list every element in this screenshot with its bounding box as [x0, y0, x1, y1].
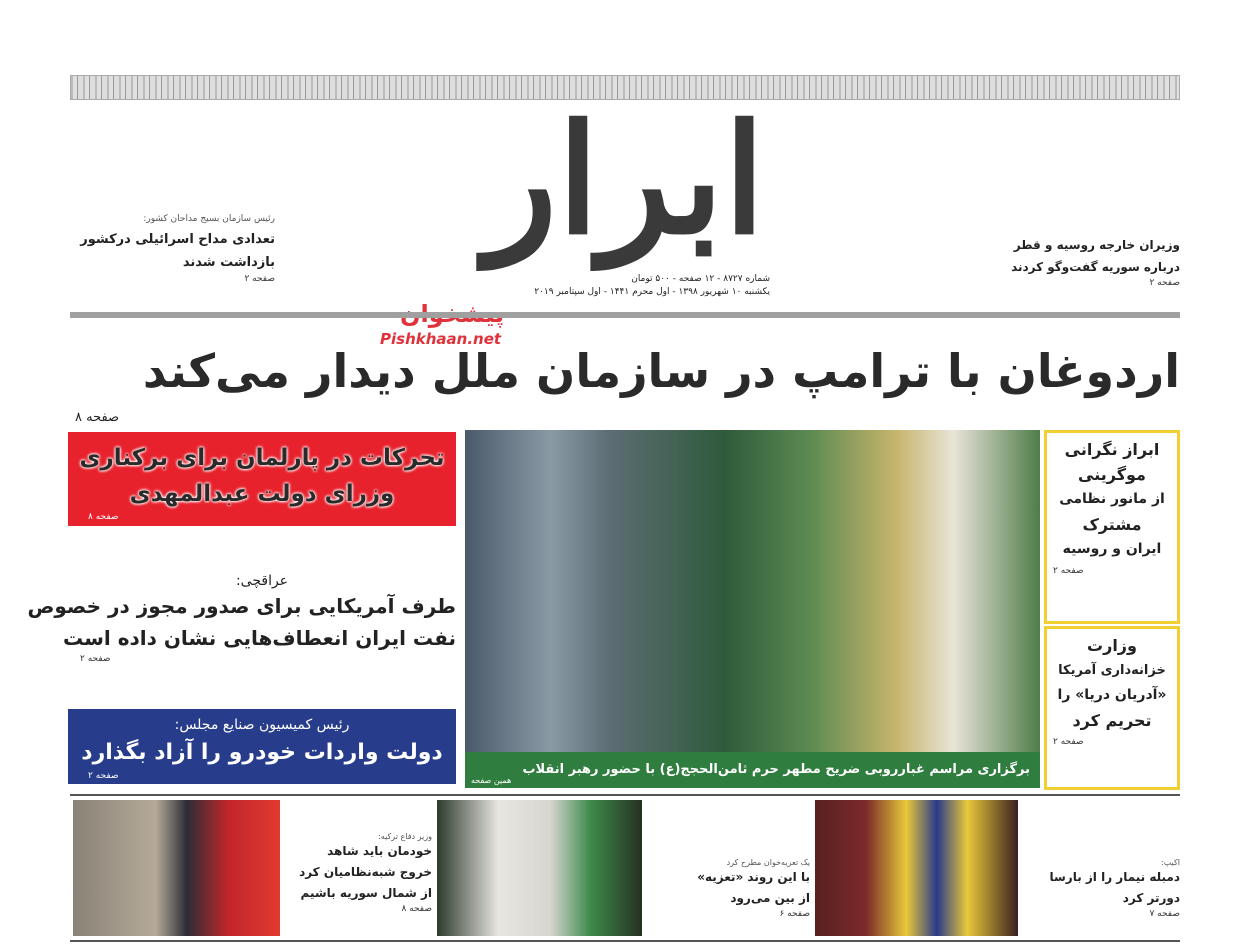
page-ref: صفحه ۲	[88, 771, 119, 781]
headline-line: موگرینی	[1078, 465, 1146, 484]
leader-shrine-photo	[465, 430, 1040, 752]
page-ref: صفحه ۲	[1053, 737, 1084, 747]
headline-line: ایران و روسیه	[1062, 541, 1162, 557]
headline-line: «آدریان دریا» را	[1057, 687, 1167, 703]
page-ref: همین صفحه	[471, 776, 512, 785]
date-line: یکشنبه ۱۰ شهریور ۱۳۹۸ - اول محرم ۱۴۴۱ - اول سپتامبر ۲۰۱۹	[534, 287, 770, 297]
headline: وزیران خارجه روسیه و قطر	[1013, 238, 1180, 252]
page-ref: صفحه ۲	[80, 653, 111, 664]
turkish-minister-photo	[73, 800, 280, 936]
story-araghchi[interactable]	[27, 572, 456, 664]
headline-line: خروج شبه‌نظامیان کرد	[299, 865, 432, 879]
headline: تعدادی مداح اسرائیلی درکشور	[80, 232, 275, 247]
headline-line: ابراز نگرانی	[1064, 440, 1160, 459]
headline: وزرای دولت عبدالمهدی	[129, 481, 395, 507]
kicker: اکیپ:	[1161, 858, 1180, 867]
page-ref: صفحه ۸	[88, 512, 119, 522]
page-ref: صفحه ۲	[1053, 566, 1084, 576]
headline: درباره سوریه گفت‌وگو کردند	[1011, 260, 1180, 274]
page-ref: صفحه ۸	[401, 904, 432, 914]
headline-line: از بین می‌رود	[730, 891, 810, 905]
left-column	[27, 432, 456, 784]
headline: بازداشت شدند	[182, 255, 275, 270]
divider	[70, 794, 1180, 796]
page-ref: صفحه ۲	[244, 274, 275, 284]
page-ref: صفحه ۲	[1149, 278, 1180, 288]
issue-info	[520, 274, 770, 297]
story-bottom-2[interactable]	[646, 858, 810, 919]
page-ref: صفحه ۷	[1149, 909, 1180, 919]
kicker: رئیس سازمان بسیج مداحان کشور:	[143, 214, 275, 224]
yellow-column	[1044, 430, 1180, 790]
issue-line: شماره ۸۷۲۷ - ۱۲ صفحه - ۵۰۰ تومان	[631, 274, 770, 284]
headline: دولت واردات خودرو را آزاد بگذارد	[81, 740, 443, 765]
caption-text: برگزاری مراسم غبارروبی ضریح مطهر حرم ثامن‌الحجج(ع) با حضور رهبر انقلاب	[522, 762, 1030, 777]
headline-line: خزانه‌داری آمریکا	[1058, 663, 1166, 678]
red-box-story[interactable]	[68, 432, 456, 526]
masthead-logo: ابرار	[484, 92, 766, 268]
headline-line: خودمان باید شاهد	[327, 844, 432, 858]
headline: طرف آمریکایی برای صدور مجوز در خصوص	[27, 593, 456, 618]
headline-line: با این روند «تعزیه»	[697, 870, 810, 884]
yellow-box-story-2[interactable]	[1044, 626, 1180, 790]
story-bottom-1[interactable]	[284, 832, 432, 914]
kicker: یک تعزیه‌خوان مطرح کرد	[726, 858, 810, 867]
page-ref: صفحه ۶	[779, 909, 810, 919]
headline-line: وزارت	[1087, 636, 1137, 655]
main-headline[interactable]: اردوغان با ترامپ در سازمان ملل دیدار می‌کند	[142, 344, 1180, 398]
divider	[70, 312, 1180, 318]
headline-line: تحریم کرد	[1072, 711, 1152, 730]
divider	[70, 940, 1180, 942]
headline-line: دمبله نیمار را از بارسا	[1049, 870, 1180, 884]
headline-line: مشترک	[1082, 515, 1142, 534]
photo-caption[interactable]	[465, 752, 1040, 788]
dembele-photo	[815, 800, 1018, 936]
watermark-en: Pishkhaan.net	[380, 330, 502, 348]
headline-line: از مانور نظامی	[1059, 491, 1165, 507]
headline: نفت ایران انعطاف‌هایی نشان داده است	[63, 625, 456, 650]
taziyeh-photo	[437, 800, 642, 936]
headline-line: دورتر کرد	[1122, 891, 1180, 905]
blue-box-story[interactable]	[68, 709, 456, 784]
kicker: عراقچی:	[235, 572, 289, 589]
headline-line: از شمال سوریه باشیم	[300, 886, 432, 900]
kicker: رئیس کمیسیون صنایع مجلس:	[174, 717, 350, 733]
kicker: وزیر دفاع ترکیه:	[378, 832, 432, 841]
yellow-box-story-1[interactable]	[1044, 430, 1180, 624]
page-ref: صفحه ۸	[75, 410, 120, 425]
story-top-right[interactable]	[985, 234, 1180, 288]
story-bottom-3[interactable]	[1022, 858, 1180, 919]
story-top-left[interactable]	[60, 214, 275, 284]
headline: تحرکات در پارلمان برای برکناری	[79, 445, 445, 471]
